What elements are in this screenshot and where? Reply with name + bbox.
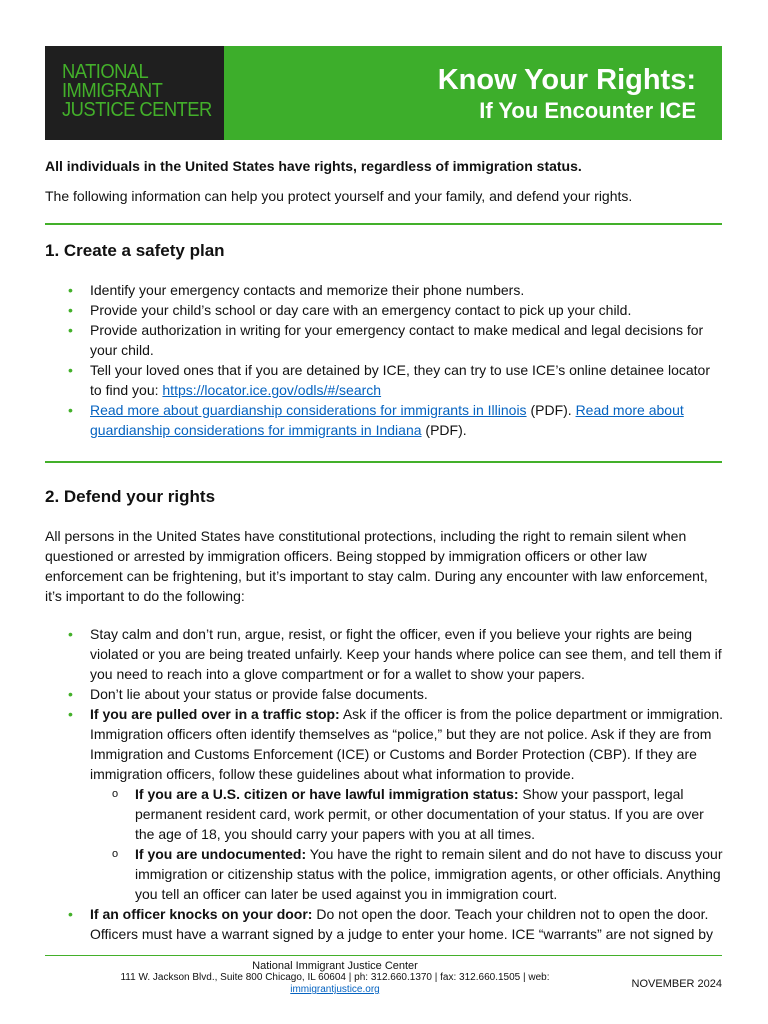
intro-bold: All individuals in the United States have rights, regardless of immigration status. [45,158,582,174]
list-item: • Provide your child’s school or day care with an emergency contact to pick up your child. [68,300,725,320]
illinois-guardianship-link[interactable]: Read more about guardianship considerations for immigrants in Illinois [90,402,527,418]
list-item [68,360,725,400]
page-footer [45,960,722,996]
title-banner [224,46,722,140]
logo-line: NATIONAL [62,61,149,83]
section-heading: 1. Create a safety plan [45,241,225,260]
list-item-bold: If you are undocumented: [135,846,307,862]
status-sublist [112,784,725,904]
indiana-guardianship-link[interactable]: Read more about guardianship considerations for immigrants in Indiana [90,402,684,438]
nijc-logo [45,46,224,140]
defend-rights-list [68,624,725,944]
list-item: • Provide authorization in writing for your emergency contact to make medical and legal decisions for your child. [68,320,725,360]
list-item [68,904,725,944]
page-title: Know Your Rights: [437,64,696,96]
footer-contact [45,960,625,996]
sub-list-item [112,844,725,904]
list-item-bold: If you are pulled over in a traffic stop: [90,706,340,722]
document-body [45,156,725,944]
detainee-locator-link[interactable]: https://locator.ice.gov/odls/#/search [162,382,382,398]
list-item-text: Ask if the officer is from the police department or immigration. Immigration officers often identify themselves as “police,” but they are not police. Ask if they are from Immigration and Customs Enforcement (ICE) or Customs and Border Protection (CBP). If they are immigration officers, follow these guidelines about what information to provide. [90,706,724,782]
safety-plan-list [68,280,725,440]
page-header [45,46,722,140]
list-item-text: (PDF). [526,402,576,418]
footer-date: NOVEMBER 2024 [631,978,722,990]
list-item-bold: If an officer knocks on your door: [90,906,313,922]
list-item-text: Do not open the door. Teach your children not to open the door. Officers must have a warrant signed by a judge to enter your home. ICE “warrants” are not signed by [90,906,714,942]
page-subtitle: If You Encounter ICE [479,98,696,123]
logo-line: IMMIGRANT [62,80,163,102]
list-item [68,704,725,904]
section-heading: 2. Defend your rights [45,487,216,506]
footer-address: 111 W. Jackson Blvd., Suite 800 Chicago, IL 60604 | ph: 312.660.1370 | fax: 312.660.1505 | web: [120,972,550,983]
intro-text: The following information can help you protect yourself and your family, and defend your rights. [45,188,633,204]
logo-line: JUSTICE CENTER [62,99,212,121]
footer-org: National Immigrant Justice Center [252,960,418,972]
sub-list-item [112,784,725,844]
list-item: • Identify your emergency contacts and memorize their phone numbers. [68,280,725,300]
rights-paragraph: All persons in the United States have constitutional protections, including the right to remain silent when questioned or arrested by immigration officers. Being stopped by immigration officers or other law enforcement can be frightening, but it’s important to stay calm. During any encounter with law enforcement, it’s important to do the following: [45,528,708,604]
list-item [68,400,725,440]
section-divider [45,223,722,225]
list-item-bold: If you are a U.S. citizen or have lawful immigration status: [135,786,519,802]
list-item: • Don’t lie about your status or provide false documents. [68,684,725,704]
section-divider [45,461,722,463]
logo-text [62,63,211,120]
list-item-text: (PDF). [421,422,467,438]
list-item: • Stay calm and don’t run, argue, resist, or fight the officer, even if you believe your rights are being violated or you are being treated unfairly. Keep your hands where police can see them, and tell them if you need to reach into a glove compartment or for a wallet to show your papers. [68,624,725,684]
list-item-text: Show your passport, legal permanent resident card, work permit, or other documentation of your status. If you are over the age of 18, you should carry your papers with you at all times. [135,786,704,842]
footer-divider [45,955,722,956]
list-item-text: You have the right to remain silent and do not have to discuss your immigration or citizenship status with the police, immigration agents, or other officials. Anything you tell an officer can later be used against you in immigration court. [135,846,723,902]
list-item-text: Tell your loved ones that if you are detained by ICE, they can try to use ICE’s online detainee locator to find you: [90,362,710,398]
website-link[interactable]: immigrantjustice.org [290,984,380,995]
